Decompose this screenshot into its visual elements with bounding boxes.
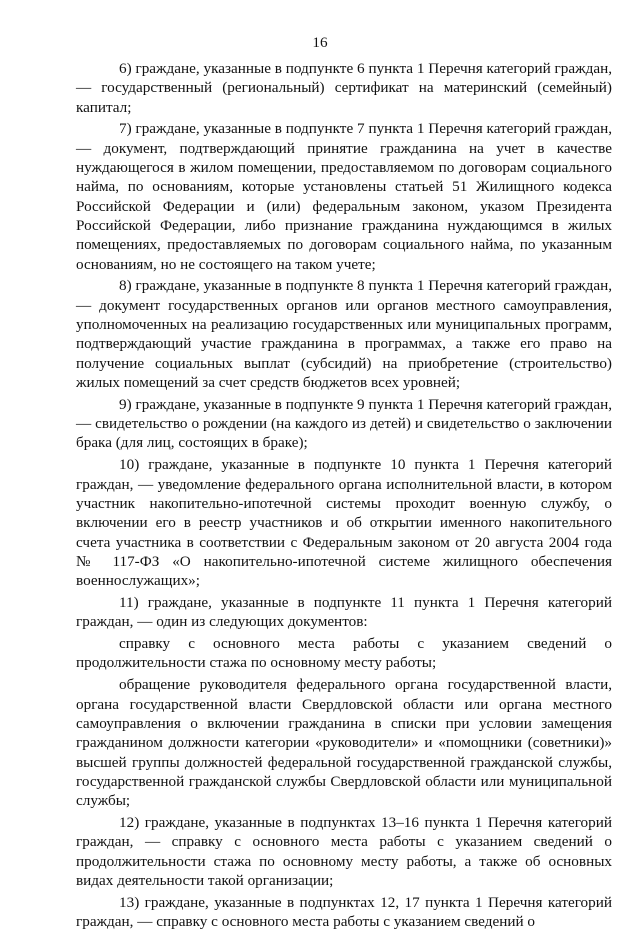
- paragraph-work-certificate: справку с основного места работы с указанием сведений о продолжительности стажа по основному месту работы;: [76, 635, 612, 672]
- paragraph-item-8: 8) граждане, указанные в подпункте 8 пункта 1 Перечня категорий граждан, — документ государственных органов или органов местного самоуправления, уполномоченных на реализацию государственных или муниципальных программ, подтверждающий участие гражданина в программах, а также его право на получение социальных выплат (субсидий) на приобретение (строительство) жилых помещений за счет средств бюджетов всех уровней;: [76, 277, 612, 391]
- paragraph-item-7: 7) граждане, указанные в подпункте 7 пункта 1 Перечня категорий граждан, — документ, подтверждающий принятие гражданина на учет в качестве нуждающегося в жилом помещении, предоставляемом по договорам социального найма, по основаниям, которые установлены статьей 51 Жилищного кодекса Российской Федерации и (или) федеральным законом, указом Президента Российской Федерации, либо признание гражданина нуждающимся в жилых помещениях, предоставляемых по договорам социального найма, по указанным основаниям, но не состоящего на таком учете;: [76, 120, 612, 273]
- paragraph-item-10: 10) граждане, указанные в подпункте 10 пункта 1 Перечня категорий граждан, — уведомление федерального органа исполнительной власти, в котором участник накопительно-ипотечной системы проходит военную службу, о включении его в реестр участников и об открытии именного накопительного счета участника в соответствии с Федеральным законом от 20 августа 2004 года № 117-ФЗ «О накопительно-ипотечной системе жилищного обеспечения военнослужащих»;: [76, 456, 612, 590]
- document-body: [76, 59, 612, 934]
- paragraph-item-6: 6) граждане, указанные в подпункте 6 пункта 1 Перечня категорий граждан, — государственный (региональный) сертификат на материнский (семейный) капитал;: [76, 60, 612, 116]
- paragraph-item-13: 13) граждане, указанные в подпунктах 12, 17 пункта 1 Перечня категорий граждан, — справку с основного места работы с указанием сведений о: [76, 893, 612, 931]
- page-number: 16: [312, 34, 328, 51]
- paragraph-item-12: 12) граждане, указанные в подпунктах 13–16 пункта 1 Перечня категорий граждан, — справку с основного места работы с указанием сведений о продолжительности стажа по основному месту работы, а также об основных видах деятельности такой организации;: [76, 814, 612, 889]
- paragraph-head-appeal: обращение руководителя федерального органа государственной власти, органа государственной власти Свердловской области или органа местного самоуправления о включении гражданина в списки при условии замещения гражданином должности категории «руководители» и «помощники (советники)» высшей группы должностей федеральной государственной гражданской службы, государственной гражданской службы Свердловской области или муниципальной службы;: [76, 676, 612, 810]
- paragraph-item-11: 11) граждане, указанные в подпункте 11 пункта 1 Перечня категорий граждан, — один из следующих документов:: [76, 593, 612, 631]
- paragraph-item-9: 9) граждане, указанные в подпункте 9 пункта 1 Перечня категорий граждан, — свидетельство о рождении (на каждого из детей) и свидетельство о заключении брака (для лиц, состоящих в браке);: [76, 395, 612, 452]
